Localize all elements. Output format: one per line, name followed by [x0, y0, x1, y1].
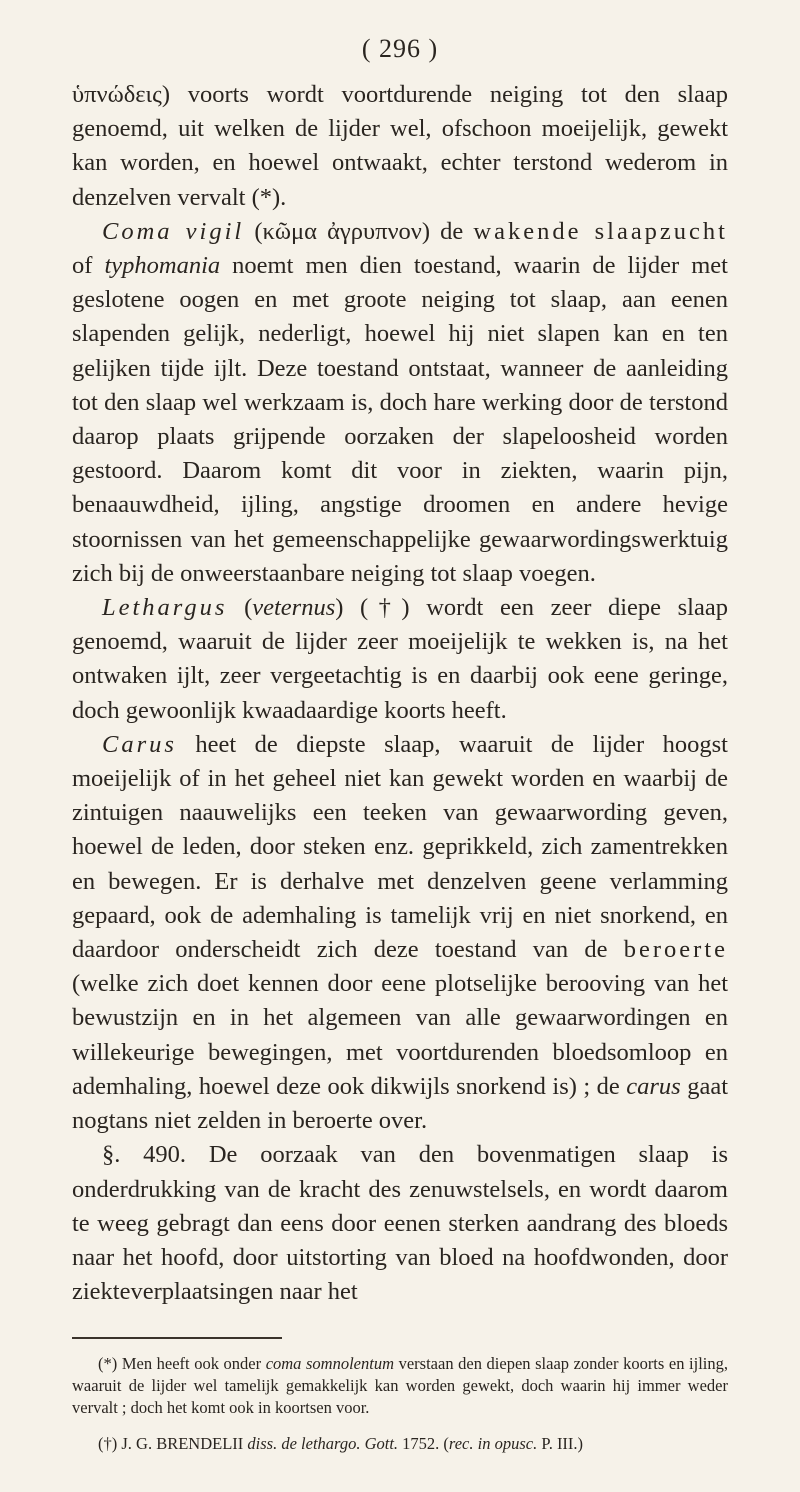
styled-text-run: Coma vigil: [102, 217, 245, 245]
text-run: (: [227, 594, 253, 622]
styled-text-run: diss. de lethargo. Gott.: [247, 1434, 399, 1454]
text-run: gaat nogtans niet zelden in beroerte over.: [72, 1072, 728, 1135]
text-run: (†) J. G. BRENDELII: [98, 1434, 248, 1454]
text-run: (welke zich doet kennen door eene plotselijke berooving van het bewustzijn en in het algemeen van alle gewaarwordingen en willekeurige bewegingen, met voortdurenden bloedsomloop en ademhaling, hoewel deze ook dikwijls snorkend is) ; de: [72, 970, 728, 1100]
text-run: P. III.): [537, 1434, 584, 1454]
styled-text-run: Carus: [102, 730, 177, 758]
footnote-1: [72, 1353, 728, 1419]
styled-text-run: wakende slaapzucht: [473, 217, 728, 245]
text-run: (κῶμα ἀγρυπνον) de: [244, 217, 474, 245]
text-run: 1752. (: [398, 1434, 449, 1454]
paragraph-1: [72, 78, 728, 215]
page-number: ( 296 ): [361, 34, 439, 63]
text-run: noemt men dien toestand, waarin de lijder met geslotene oogen en met groote neiging tot slaap, aan eenen slapenden gelijk, nederligt, hoewel hij niet slapen kan en ten gelijken tijde ijlt. Deze toestand ontstaat, wanneer de aanleiding tot den slaap wel werkzaam is, doch hare werking door de terstond daarop plaats grijpende oorzaken der slapeloosheid worden gestoord. Daarom komt dit voor in ziekten, waarin pijn, benaauwdheid, ijling, angstige droomen en andere hevige stoornissen van het gemeenschappelijke gewaarwordingswerktuig zich bij de onweerstaanbare neiging tot slaap voegen.: [72, 252, 728, 587]
text-run: ὑπνώδεις) voorts wordt voortdurende neiging tot den slaap genoemd, uit welken de lijder wel, ofschoon moeijelijk, gewekt kan worden, en hoewel ontwaakt, echter terstond wederom in denzelven vervalt (*).: [72, 81, 728, 211]
footnote-divider: [72, 1337, 282, 1339]
styled-text-run: rec. in opusc.: [448, 1434, 538, 1454]
styled-text-run: carus: [626, 1072, 681, 1100]
text-run: (*) Men heeft ook onder: [98, 1354, 266, 1374]
footnote-2: [72, 1433, 728, 1455]
styled-text-run: veternus: [252, 594, 336, 622]
text-run: of: [72, 252, 105, 280]
text-run: §. 490. De oorzaak van den bovenmatigen slaap is onderdrukking van de kracht des zenuwstelsels, en wordt daarom te weeg gebragt dan eens door eenen sterken aandrang des bloeds naar het hoofd, door uitstorting van bloed na hoofdwonden, door ziekteverplaatsingen naar het: [72, 1141, 728, 1306]
styled-text-run: beroerte: [623, 936, 728, 964]
footnotes: [72, 1353, 728, 1455]
body-text: [72, 78, 728, 1309]
text-run: verstaan den diepen slaap zonder koorts en ijling, waaruit de lijder wel tamelijk gemakkelijk kan worden gewekt, doch waarin hij immer weder vervalt ; doch het komt ook in koortsen voor.: [72, 1354, 729, 1418]
paragraph-5: [72, 1138, 728, 1309]
paragraph-4: [72, 728, 728, 1138]
styled-text-run: typhomania: [104, 252, 221, 280]
paragraph-3: [72, 591, 728, 728]
styled-text-run: Lethargus: [102, 594, 228, 622]
text-run: heet de diepste slaap, waaruit de lijder hoogst moeijelijk of in het geheel niet kan gewekt worden en waarbij de zintuigen naauwelijks een teeken van gewaarwording geven, hoewel de leden, door steken enz. geprikkeld, zich zamentrekken en bewegen. Er is derhalve met denzelven geene verlamming gepaard, ook de ademhaling is tamelijk vrij en niet snorkend, en daardoor onderscheidt zich deze toestand van de: [72, 730, 728, 964]
text-run: ) (†) wordt een zeer diepe slaap genoemd, waaruit de lijder zeer moeijelijk te wekken is, na het ontwaken ijlt, zeer vergeetachtig is en daarbij ook eene geringe, doch gewoonlijk kwaadaardige koorts heeft.: [72, 594, 728, 724]
paragraph-2: [72, 215, 728, 591]
styled-text-run: coma somnolentum: [265, 1354, 395, 1374]
